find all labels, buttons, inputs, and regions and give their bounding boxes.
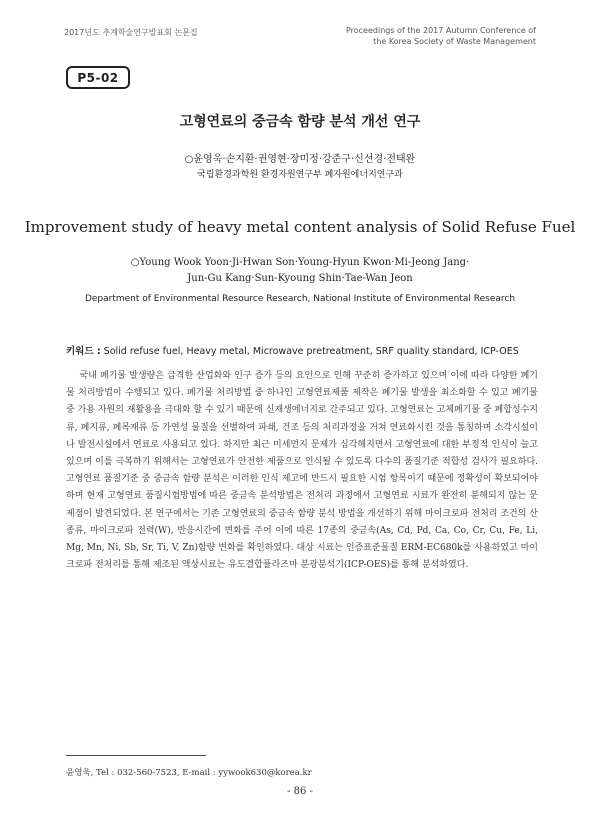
authors-english-line2: Jun-Gu Kang·Sun-Kyoung Shin·Tae-Wan Jeon: [187, 273, 413, 284]
header-left: 2017년도 추계학술연구발표회 논문집: [64, 28, 198, 37]
header-right-line1: Proceedings of the 2017 Autumn Conference of: [345, 26, 536, 35]
abstract-body: 국내 폐기물 발생량은 급격한 산업화와 인구 증가 등의 요인으로 인해 꾸준히 증가하고 있으며 이에 따라 다양한 폐기물 처리방법이 수행되고 있다. 폐기물 처리방법 중 하나인 고형연료제품 제작은 폐기물 발생을 최소화할 수 있고 폐기물 중 가용 자원의 재활용을 극대화 할 수 있기 때문에 신재생에너지로 간주되고 있다. 고형연료는 고체폐기물 중 폐합성수지류, 폐지류, 폐목재류 등 가연성 물질을 선별하여 파쇄, 건조 등의 처리과정을 거쳐 연료화시킨 것을 통칭하며 소각시설이나 발전시설에서 연료로 사용되고 있다. 하지만 최근 미세먼지 문제가 심각해지면서 고형연료에 대한 부정적 인식이 늘고 있으며 이를 극복하기 위해서는 고형연료가 안전한 제품으로 인식될 수 있도록 다수의 품질기준 적합성 검사가 필요하다. 고형연료 품질기준 중 중금속 함량 분석은 이러한 인식 제고에 반드시 필요한 시험 항목이기 때문에 정확성이 확보되어야 하며 현재 고형연료 품질시험방법에 따른 중금속 분석방법은 전처리 과정에서 고형연료 시료가 완전히 분해되지 않는 문제점이 발견되었다. 본 연구에서는 기존 고형연료의 중금속 함량 분석 방법을 개선하기 위해 마이크로파 전처리 조건의 산 종류, 마이크로파 전력(W), 반응시간에 변화를 주어 이에 따른 17종의 중금속(As, Cd, Pd, Ca, Co, Cr, Cu, Fe, Li, Mg, Mn, Ni, Sb, Sr, Ti, V, Zn)함량 변화를 확인하였다. 대상 시료는 인증표준물질 ERM-EC680k를 사용하였고 마이크로파 전처리를 통해 제조된 액상시료는 유도결합플라즈마 분광분석기(ICP-OES)를 통해 분석하였다.: [66, 371, 538, 571]
authors-english: [0, 255, 600, 287]
footnote-divider: [66, 755, 206, 756]
paper-code-badge: P5-02: [66, 66, 130, 89]
page-number: - 86 -: [287, 786, 313, 797]
header-right: [346, 25, 536, 47]
keywords: [66, 343, 519, 357]
authors-english-line1: ○Young Wook Yoon·Ji-Hwan Son·Young-Hyun Kwon·Mi-Jeong Jang·: [130, 257, 470, 268]
title-english: Improvement study of heavy metal content analysis of Solid Refuse Fuel: [24, 218, 576, 236]
keywords-label: 키워드 :: [66, 346, 101, 357]
affiliation-korean: 국립환경과학원 환경자원연구부 폐자원에너지연구과: [197, 170, 403, 180]
keywords-list: Solid refuse fuel, Heavy metal, Microwave pretreatment, SRF quality standard, ICP-OES: [103, 346, 519, 357]
footnote-contact: 윤영욱, Tel : 032-560-7523, E-mail : yywook630@korea.kr: [66, 768, 312, 778]
affiliation-english: Department of Environmental Resource Research, National Institute of Environmental Research: [84, 294, 516, 304]
title-korean: 고형연료의 중금속 함량 분석 개선 연구: [179, 114, 421, 130]
authors-korean: ○윤영욱·손지환·권영현·장미정·강준구·신선경·전태완: [184, 154, 416, 165]
header-right-line2: the Korea Society of Waste Management: [373, 37, 536, 46]
